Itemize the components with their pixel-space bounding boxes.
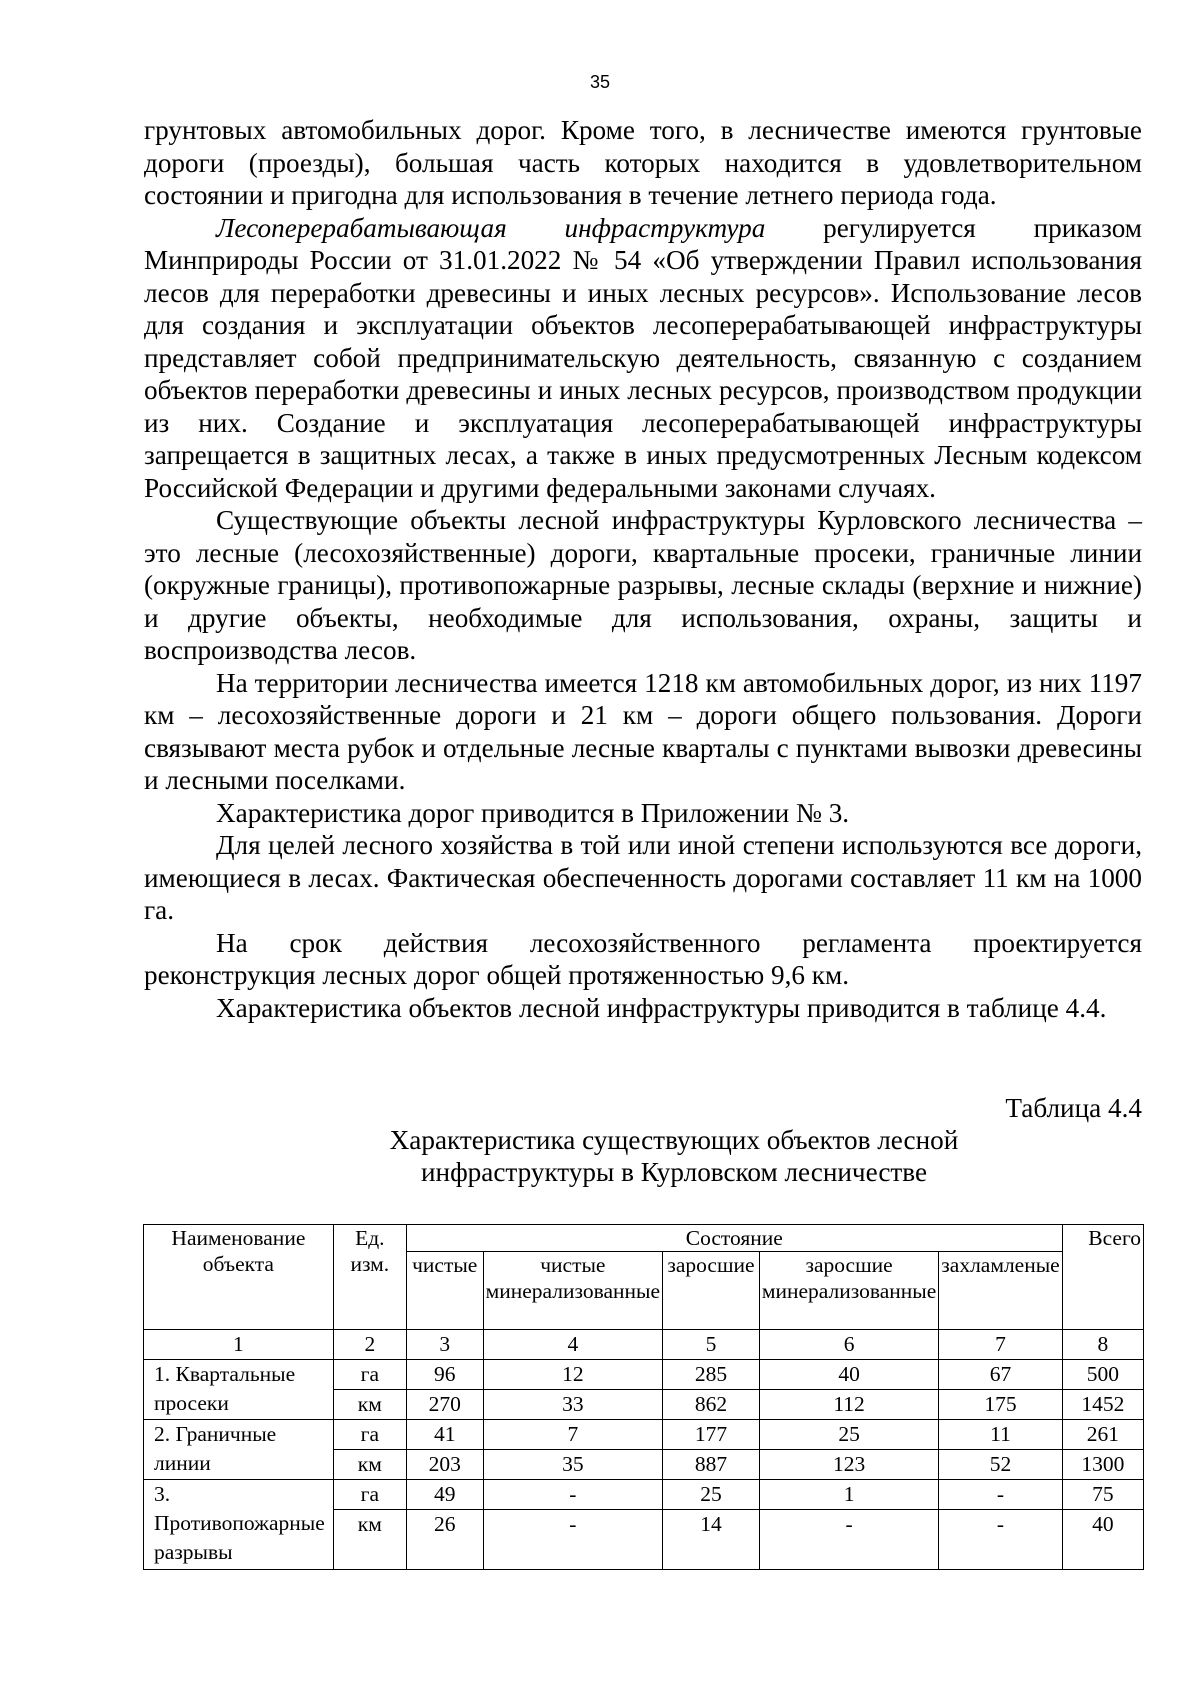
total-cell: 261 (1062, 1420, 1143, 1450)
value-cell: 25 (759, 1420, 938, 1450)
table-caption (144, 1092, 1142, 1188)
header-clean: чистые (406, 1252, 483, 1330)
value-cell: 25 (663, 1480, 760, 1510)
value-cell: 26 (406, 1510, 483, 1570)
total-cell: 1452 (1062, 1390, 1143, 1420)
table-row (144, 1420, 1144, 1450)
unit-cell: км (333, 1510, 406, 1570)
unit-cell: км (333, 1450, 406, 1480)
table-number: Таблица 4.4 (1005, 1093, 1142, 1123)
unit-cell: га (333, 1360, 406, 1390)
column-number: 5 (663, 1330, 760, 1360)
value-cell: - (759, 1510, 938, 1570)
unit-cell: га (333, 1480, 406, 1510)
value-cell: 35 (483, 1450, 662, 1480)
value-cell: 175 (939, 1390, 1062, 1420)
paragraph: Характеристика дорог приводится в Приложении № 3. (216, 797, 850, 828)
value-cell: 14 (663, 1510, 760, 1570)
value-cell: 862 (663, 1390, 760, 1420)
value-cell: 40 (759, 1360, 938, 1390)
header-name: Наименование объекта (144, 1225, 334, 1330)
paragraph: Характеристика объектов лесной инфраструктуры приводится в таблице 4.4. (216, 992, 1107, 1023)
value-cell: 123 (759, 1450, 938, 1480)
value-cell: 49 (406, 1480, 483, 1510)
table-container (143, 1224, 1144, 1570)
infrastructure-table (143, 1224, 1144, 1570)
column-number-row (144, 1330, 1144, 1360)
column-number: 3 (406, 1330, 483, 1360)
paragraph-text: регулируется приказом Минприроды России от 31.01.2022 № 54 «Об утверждении Правил использования лесов для переработки древесины и иных лесных ресурсов». Использование лесов для создания и эксплуатации объектов лесоперерабатывающей инфраструктуры представляет собой предпринимательскую деятельность, связанную с созданием объектов переработки древесины и иных лесных ресурсов, производством продукции из них. Создание и эксплуатация лесоперерабатывающей инфраструктуры запрещается в защитных лесах, а также в иных предусмотренных Лесным кодексом Российской Федерации и другими федеральными законами случаях. (144, 212, 1142, 503)
total-cell: 1300 (1062, 1450, 1143, 1480)
table-row (144, 1480, 1144, 1510)
total-cell: 40 (1062, 1510, 1143, 1570)
value-cell: 52 (939, 1450, 1062, 1480)
paragraph: грунтовых автомобильных дорог. Кроме того, в лесничестве имеются грунтовые дороги (проезды), большая часть которых находится в удовлетворительном состоянии и пригодна для использования в течение летнего периода года. (144, 115, 1142, 210)
paragraph: Для целей лесного хозяйства в той или иной степени используются все дороги, имеющиеся в лесах. Фактическая обеспеченность дорогами составляет 11 км на 1000 га. (144, 830, 1142, 925)
header-overgrown-mineralized: заросшие минерализованные (759, 1252, 938, 1330)
table-row (144, 1360, 1144, 1390)
value-cell: 112 (759, 1390, 938, 1420)
header-littered: захламленые (939, 1252, 1062, 1330)
column-number: 4 (483, 1330, 662, 1360)
header-overgrown: заросшие (663, 1252, 760, 1330)
paragraph (144, 212, 1142, 505)
header-total: Всего (1062, 1225, 1143, 1330)
value-cell: - (939, 1480, 1062, 1510)
value-cell: 285 (663, 1360, 760, 1390)
value-cell: 203 (406, 1450, 483, 1480)
value-cell: 41 (406, 1420, 483, 1450)
column-number: 6 (759, 1330, 938, 1360)
column-number: 7 (939, 1330, 1062, 1360)
paragraph: На территории лесничества имеется 1218 км автомобильных дорог, из них 1197 км – лесохозяйственные дороги и 21 км – дороги общего пользования. Дороги связывают места рубок и отдельные лесные кварталы с пунктами вывозки древесины и лесными поселками. (144, 667, 1142, 795)
paragraph-italic-term: Лесоперерабатывающая инфраструктура (216, 212, 766, 243)
row-name: 1. Квартальные просеки (144, 1360, 334, 1420)
row-name: 3. Противопожарные разрывы (144, 1480, 334, 1570)
body-text (144, 114, 1142, 1024)
value-cell: 887 (663, 1450, 760, 1480)
column-number: 2 (333, 1330, 406, 1360)
value-cell: - (939, 1510, 1062, 1570)
unit-cell: км (333, 1390, 406, 1420)
paragraph: На срок действия лесохозяйственного регламента проектируется реконструкция лесных дорог общей протяженностью 9,6 км. (144, 927, 1142, 990)
column-number: 1 (144, 1330, 334, 1360)
paragraph: Существующие объекты лесной инфраструктуры Курловского лесничества – это лесные (лесохозяйственные) дороги, квартальные просеки, граничные линии (окружные границы), противопожарные разрывы, лесные склады (верхние и нижние) и другие объекты, необходимые для использования, охраны, защиты и воспроизводства лесов. (144, 505, 1142, 665)
value-cell: 96 (406, 1360, 483, 1390)
row-name: 2. Граничные линии (144, 1420, 334, 1480)
value-cell: 67 (939, 1360, 1062, 1390)
value-cell: - (483, 1480, 662, 1510)
header-clean-mineralized: чистые минерализованные (483, 1252, 662, 1330)
header-unit: Ед. изм. (333, 1225, 406, 1330)
value-cell: 177 (663, 1420, 760, 1450)
value-cell: 11 (939, 1420, 1062, 1450)
value-cell: - (483, 1510, 662, 1570)
value-cell: 1 (759, 1480, 938, 1510)
table-title: Характеристика существующих объектов лесной инфраструктуры в Курловском лесничестве (389, 1125, 959, 1187)
unit-cell: га (333, 1420, 406, 1450)
value-cell: 270 (406, 1390, 483, 1420)
total-cell: 75 (1062, 1480, 1143, 1510)
value-cell: 12 (483, 1360, 662, 1390)
value-cell: 33 (483, 1390, 662, 1420)
header-state: Состояние (406, 1225, 1062, 1252)
column-number: 8 (1062, 1330, 1143, 1360)
total-cell: 500 (1062, 1360, 1143, 1390)
page-number: 35 (589, 72, 611, 92)
value-cell: 7 (483, 1420, 662, 1450)
